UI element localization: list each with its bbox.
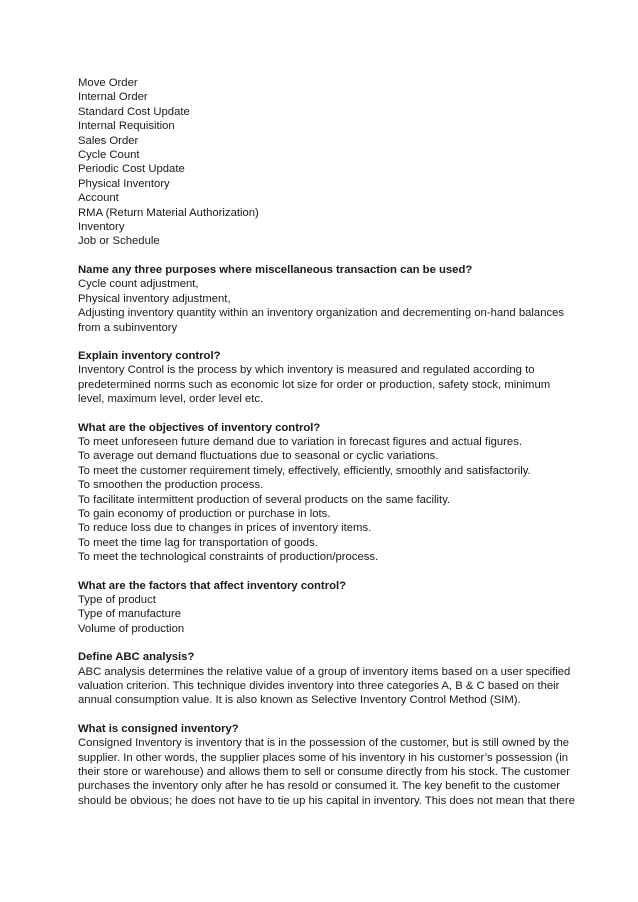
- answer-line: To meet unforeseen future demand due to variation in forecast figures and actual figures.: [78, 435, 522, 448]
- answer-line: should be obvious; he does not have to tie up his capital in inventory. This does not mean that there: [78, 794, 575, 807]
- list-item: Move Order: [78, 77, 138, 89]
- answer-line: Type of manufacture: [78, 608, 181, 621]
- answer-line: valuation criterion. This technique divides inventory into three categories A, B & C based on their: [78, 680, 560, 693]
- answer-line: To average out demand fluctuations due to seasonal or cyclic variations.: [78, 450, 439, 463]
- list-item: Internal Order: [78, 91, 148, 104]
- answer-line: Inventory Control is the process by which inventory is measured and regulated according to: [78, 364, 535, 377]
- answer-line: To meet the time lag for transportation of goods.: [78, 536, 318, 549]
- answer-line: Volume of production: [78, 622, 185, 635]
- list-item: Internal Requisition: [78, 120, 175, 133]
- list-item: Account: [78, 192, 119, 205]
- transaction-source-list: [78, 76, 578, 249]
- answer-line: Cycle count adjustment,: [78, 278, 199, 291]
- question-heading: What are the factors that affect inventory control?: [78, 579, 347, 592]
- answer-line: To meet the customer requirement timely, effectively, efficiently, smoothly and satisfactorily.: [78, 464, 531, 477]
- list-item: Inventory: [78, 221, 125, 234]
- answer-line: Adjusting inventory quantity within an inventory organization and decrementing on-hand balances: [78, 307, 565, 320]
- answer-line: purchases the inventory only after he has resold or consumed it. The key benefit to the customer: [78, 780, 561, 793]
- answer-line: Consigned Inventory is inventory that is in the possession of the customer, but is still owned by the: [78, 737, 570, 750]
- section-misc-transaction: [78, 263, 578, 335]
- list-item: Standard Cost Update: [78, 105, 190, 118]
- answer-line: level, maximum level, order level etc.: [78, 393, 264, 406]
- list-item: RMA (Return Material Authorization): [78, 206, 259, 219]
- question-heading: Explain inventory control?: [78, 349, 221, 362]
- answer-line: ABC analysis determines the relative value of a group of inventory items based on a user specified: [78, 665, 571, 678]
- answer-line: Type of product: [78, 594, 156, 606]
- answer-line: their store or warehouse) and allows them to sell or consume directly from his stock. The customer: [78, 766, 571, 779]
- question-heading: Define ABC analysis?: [78, 651, 195, 664]
- list-item: Sales Order: [78, 134, 139, 147]
- list-item: Periodic Cost Update: [78, 163, 185, 176]
- answer-line: supplier. In other words, the supplier places some of his inventory in his customer’s possession (in: [78, 751, 568, 764]
- question-heading: Name any three purposes where miscellaneous transaction can be used?: [78, 263, 473, 276]
- question-heading: What is consigned inventory?: [78, 722, 239, 735]
- answer-line: Physical inventory adjustment,: [78, 292, 231, 305]
- list-item: Job or Schedule: [78, 235, 160, 248]
- list-item: Cycle Count: [78, 149, 140, 162]
- section-objectives: [78, 421, 578, 565]
- answer-line: To gain economy of production or purchase in lots.: [78, 507, 331, 520]
- answer-line: To reduce loss due to changes in prices of inventory items.: [78, 522, 372, 535]
- answer-line: To meet the technological constraints of production/process.: [78, 551, 379, 564]
- section-consigned-inventory: [78, 722, 578, 808]
- section-factors: [78, 579, 578, 637]
- section-inventory-control: [78, 349, 578, 407]
- answer-line: To smoothen the production process.: [78, 479, 264, 492]
- answer-line: predetermined norms such as economic lot size for order or production, safety stock, minimum: [78, 378, 551, 391]
- section-abc-analysis: [78, 650, 578, 708]
- answer-line: from a subinventory: [78, 321, 178, 334]
- answer-line: annual consumption value. It is also known as Selective Inventory Control Method (SIM).: [78, 694, 521, 707]
- list-item: Physical Inventory: [78, 177, 170, 190]
- answer-line: To facilitate intermittent production of several products on the same facility.: [78, 493, 451, 506]
- question-heading: What are the objectives of inventory control?: [78, 421, 321, 434]
